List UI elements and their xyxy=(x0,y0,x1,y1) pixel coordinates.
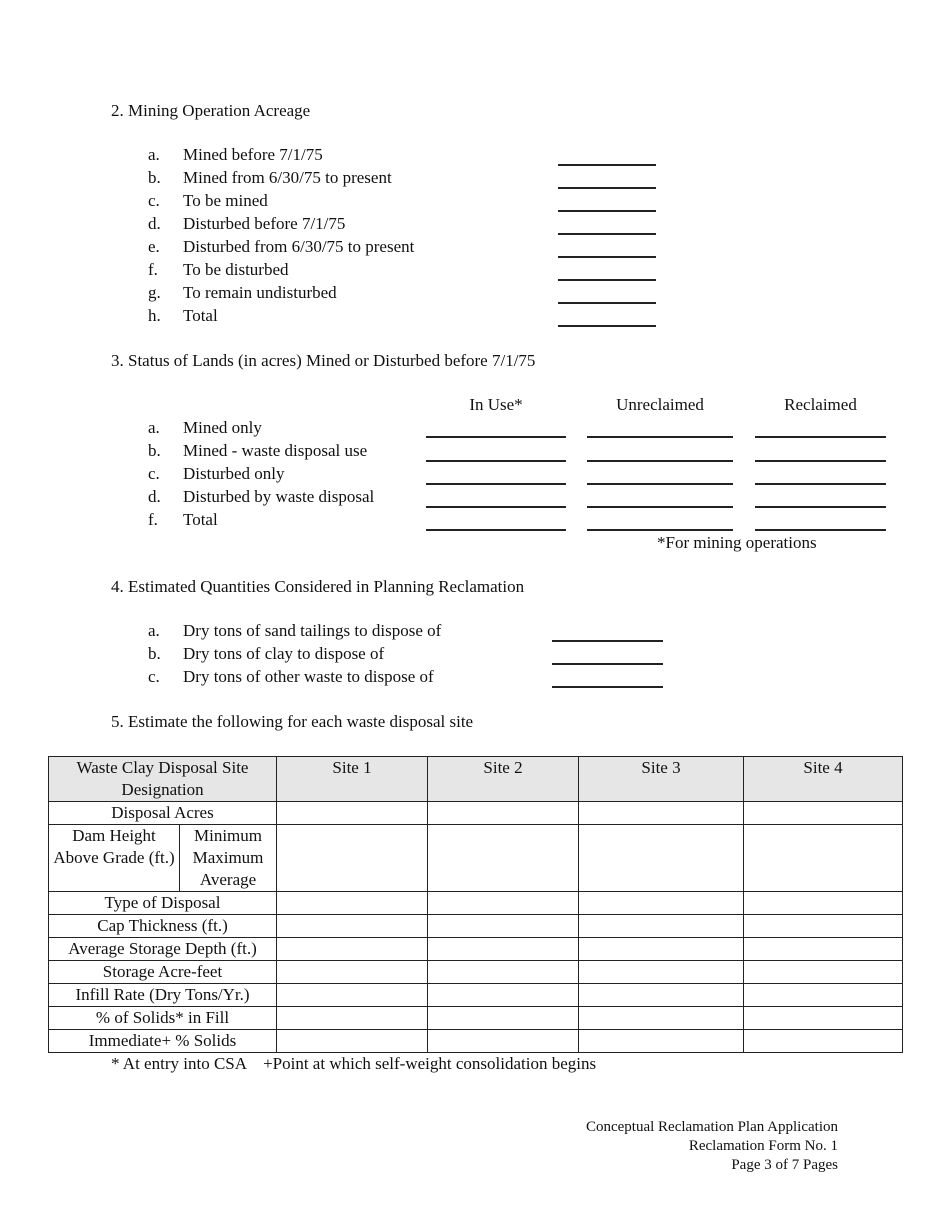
table-cell[interactable] xyxy=(277,961,428,984)
item-letter: a. xyxy=(148,418,160,437)
item-letter: b. xyxy=(148,441,161,460)
sublabel-average: Average xyxy=(199,870,257,889)
item-letter: h. xyxy=(148,306,161,325)
item-letter: d. xyxy=(148,214,161,233)
item-label: Disturbed from 6/30/75 to present xyxy=(183,237,415,256)
item-label: Mined - waste disposal use xyxy=(183,441,368,460)
table-cell[interactable] xyxy=(428,915,579,938)
in-use-total-line[interactable] xyxy=(426,529,566,531)
item-letter: a. xyxy=(148,145,160,164)
table-cell[interactable] xyxy=(744,938,903,961)
table-cell[interactable] xyxy=(579,1030,744,1053)
item-letter: d. xyxy=(148,487,161,506)
unreclaimed-entry-line[interactable] xyxy=(587,436,733,438)
item-letter: f. xyxy=(148,260,158,279)
table-cell[interactable] xyxy=(428,825,579,892)
item-letter: c. xyxy=(148,464,160,483)
unreclaimed-total-line[interactable] xyxy=(587,529,733,531)
item-letter: b. xyxy=(148,168,161,187)
table-cell[interactable] xyxy=(744,802,903,825)
acreage-total-line[interactable] xyxy=(558,325,656,327)
reclaimed-entry-line[interactable] xyxy=(755,436,886,438)
section-5-heading: 5. Estimate the following for each waste disposal site xyxy=(111,712,474,731)
unreclaimed-entry-line[interactable] xyxy=(587,506,733,508)
reclaimed-entry-line[interactable] xyxy=(755,460,886,462)
table-cell[interactable] xyxy=(277,1030,428,1053)
sublabel-minimum: Minimum xyxy=(194,826,263,845)
acreage-entry-line[interactable] xyxy=(558,187,656,189)
table-cell[interactable] xyxy=(579,892,744,915)
row-label-storage-acre-feet: Storage Acre-feet xyxy=(49,961,277,984)
table-cell[interactable] xyxy=(744,984,903,1007)
item-label: Total xyxy=(183,306,218,325)
site-3-header: Site 3 xyxy=(579,757,744,802)
row-label-average-storage-depth: Average Storage Depth (ft.) xyxy=(49,938,277,961)
acreage-entry-line[interactable] xyxy=(558,279,656,281)
column-header-reclaimed: Reclaimed xyxy=(784,395,857,414)
table-cell[interactable] xyxy=(744,1007,903,1030)
table-cell[interactable] xyxy=(579,938,744,961)
table-cell[interactable] xyxy=(744,961,903,984)
table-cell[interactable] xyxy=(579,961,744,984)
acreage-entry-line[interactable] xyxy=(558,302,656,304)
in-use-entry-line[interactable] xyxy=(426,483,566,485)
unreclaimed-entry-line[interactable] xyxy=(587,483,733,485)
table-cell[interactable] xyxy=(277,1007,428,1030)
footer-form-number: Reclamation Form No. 1 xyxy=(688,1138,838,1154)
table-cell[interactable] xyxy=(579,1007,744,1030)
item-label: Dry tons of other waste to dispose of xyxy=(183,667,434,686)
item-letter: a. xyxy=(148,621,160,640)
table-cell[interactable] xyxy=(277,915,428,938)
table-cell[interactable] xyxy=(277,984,428,1007)
in-use-entry-line[interactable] xyxy=(426,460,566,462)
quantity-entry-line[interactable] xyxy=(552,640,663,642)
item-letter: g. xyxy=(148,283,161,302)
item-label: Mined from 6/30/75 to present xyxy=(183,168,392,187)
unreclaimed-entry-line[interactable] xyxy=(587,460,733,462)
table-cell[interactable] xyxy=(744,1030,903,1053)
item-label: To remain undisturbed xyxy=(183,283,337,302)
section-2-heading: 2. Mining Operation Acreage xyxy=(111,101,311,120)
footer-application-title: Conceptual Reclamation Plan Application xyxy=(585,1119,838,1135)
waste-disposal-site-table xyxy=(48,756,903,1053)
table-cell[interactable] xyxy=(277,825,428,892)
acreage-entry-line[interactable] xyxy=(558,164,656,166)
section-3-heading: 3. Status of Lands (in acres) Mined or Disturbed before 7/1/75 xyxy=(111,351,536,370)
table-cell[interactable] xyxy=(579,825,744,892)
table-cell[interactable] xyxy=(277,802,428,825)
site-2-header: Site 2 xyxy=(428,757,579,802)
table-cell[interactable] xyxy=(277,892,428,915)
item-label: Total xyxy=(183,510,218,529)
row-label-type-of-disposal: Type of Disposal xyxy=(49,892,277,915)
item-letter: c. xyxy=(148,667,160,686)
table-cell[interactable] xyxy=(428,892,579,915)
quantity-entry-line[interactable] xyxy=(552,686,663,688)
item-label: Disturbed by waste disposal xyxy=(183,487,375,506)
table-cell[interactable] xyxy=(579,984,744,1007)
item-label: Disturbed only xyxy=(183,464,285,483)
acreage-entry-line[interactable] xyxy=(558,256,656,258)
acreage-entry-line[interactable] xyxy=(558,233,656,235)
table-cell[interactable] xyxy=(744,825,903,892)
reclaimed-entry-line[interactable] xyxy=(755,483,886,485)
sublabel-maximum: Maximum xyxy=(192,848,264,867)
table-cell[interactable] xyxy=(579,915,744,938)
row-label-immediate-percent-solids: Immediate+ % Solids xyxy=(49,1030,277,1053)
section-5-footnote: * At entry into CSA +Point at which self-weight consolidation begins xyxy=(111,1054,597,1073)
table-cell[interactable] xyxy=(277,938,428,961)
row-label-dam-height: Dam Height Above Grade (ft.) xyxy=(49,825,180,892)
table-cell[interactable] xyxy=(579,802,744,825)
column-header-in-use: In Use* xyxy=(469,395,523,414)
footer-page-number: Page 3 of 7 Pages xyxy=(731,1157,838,1173)
item-label: To be mined xyxy=(183,191,268,210)
item-letter: c. xyxy=(148,191,160,210)
table-cell[interactable] xyxy=(428,1007,579,1030)
table-cell[interactable] xyxy=(744,892,903,915)
section-4-heading: 4. Estimated Quantities Considered in Planning Reclamation xyxy=(111,577,525,596)
in-use-entry-line[interactable] xyxy=(426,506,566,508)
item-label: To be disturbed xyxy=(183,260,289,279)
reclaimed-entry-line[interactable] xyxy=(755,506,886,508)
row-label-disposal-acres: Disposal Acres xyxy=(49,802,277,825)
site-1-header: Site 1 xyxy=(277,757,428,802)
acreage-entry-line[interactable] xyxy=(558,210,656,212)
row-label-cap-thickness: Cap Thickness (ft.) xyxy=(49,915,277,938)
table-cell[interactable] xyxy=(428,938,579,961)
item-letter: e. xyxy=(148,237,160,256)
item-letter: b. xyxy=(148,644,161,663)
table-cell[interactable] xyxy=(428,961,579,984)
site-4-header: Site 4 xyxy=(744,757,903,802)
item-label: Mined before 7/1/75 xyxy=(183,145,323,164)
item-label: Dry tons of clay to dispose of xyxy=(183,644,385,663)
item-letter: f. xyxy=(148,510,158,529)
item-label: Disturbed before 7/1/75 xyxy=(183,214,346,233)
table-cell[interactable] xyxy=(428,802,579,825)
designation-header: Waste Clay Disposal Site Designation xyxy=(49,757,277,802)
dam-height-sublabels xyxy=(180,825,277,892)
item-label: Mined only xyxy=(183,418,262,437)
table-cell[interactable] xyxy=(428,984,579,1007)
reclaimed-total-line[interactable] xyxy=(755,529,886,531)
table-cell[interactable] xyxy=(428,1030,579,1053)
row-label-percent-solids-in-fill: % of Solids* in Fill xyxy=(49,1007,277,1030)
item-label: Dry tons of sand tailings to dispose of xyxy=(183,621,442,640)
quantity-entry-line[interactable] xyxy=(552,663,663,665)
section-3-footnote: *For mining operations xyxy=(657,533,817,552)
in-use-entry-line[interactable] xyxy=(426,436,566,438)
column-header-unreclaimed: Unreclaimed xyxy=(616,395,704,414)
row-label-infill-rate: Infill Rate (Dry Tons/Yr.) xyxy=(49,984,277,1007)
table-cell[interactable] xyxy=(744,915,903,938)
